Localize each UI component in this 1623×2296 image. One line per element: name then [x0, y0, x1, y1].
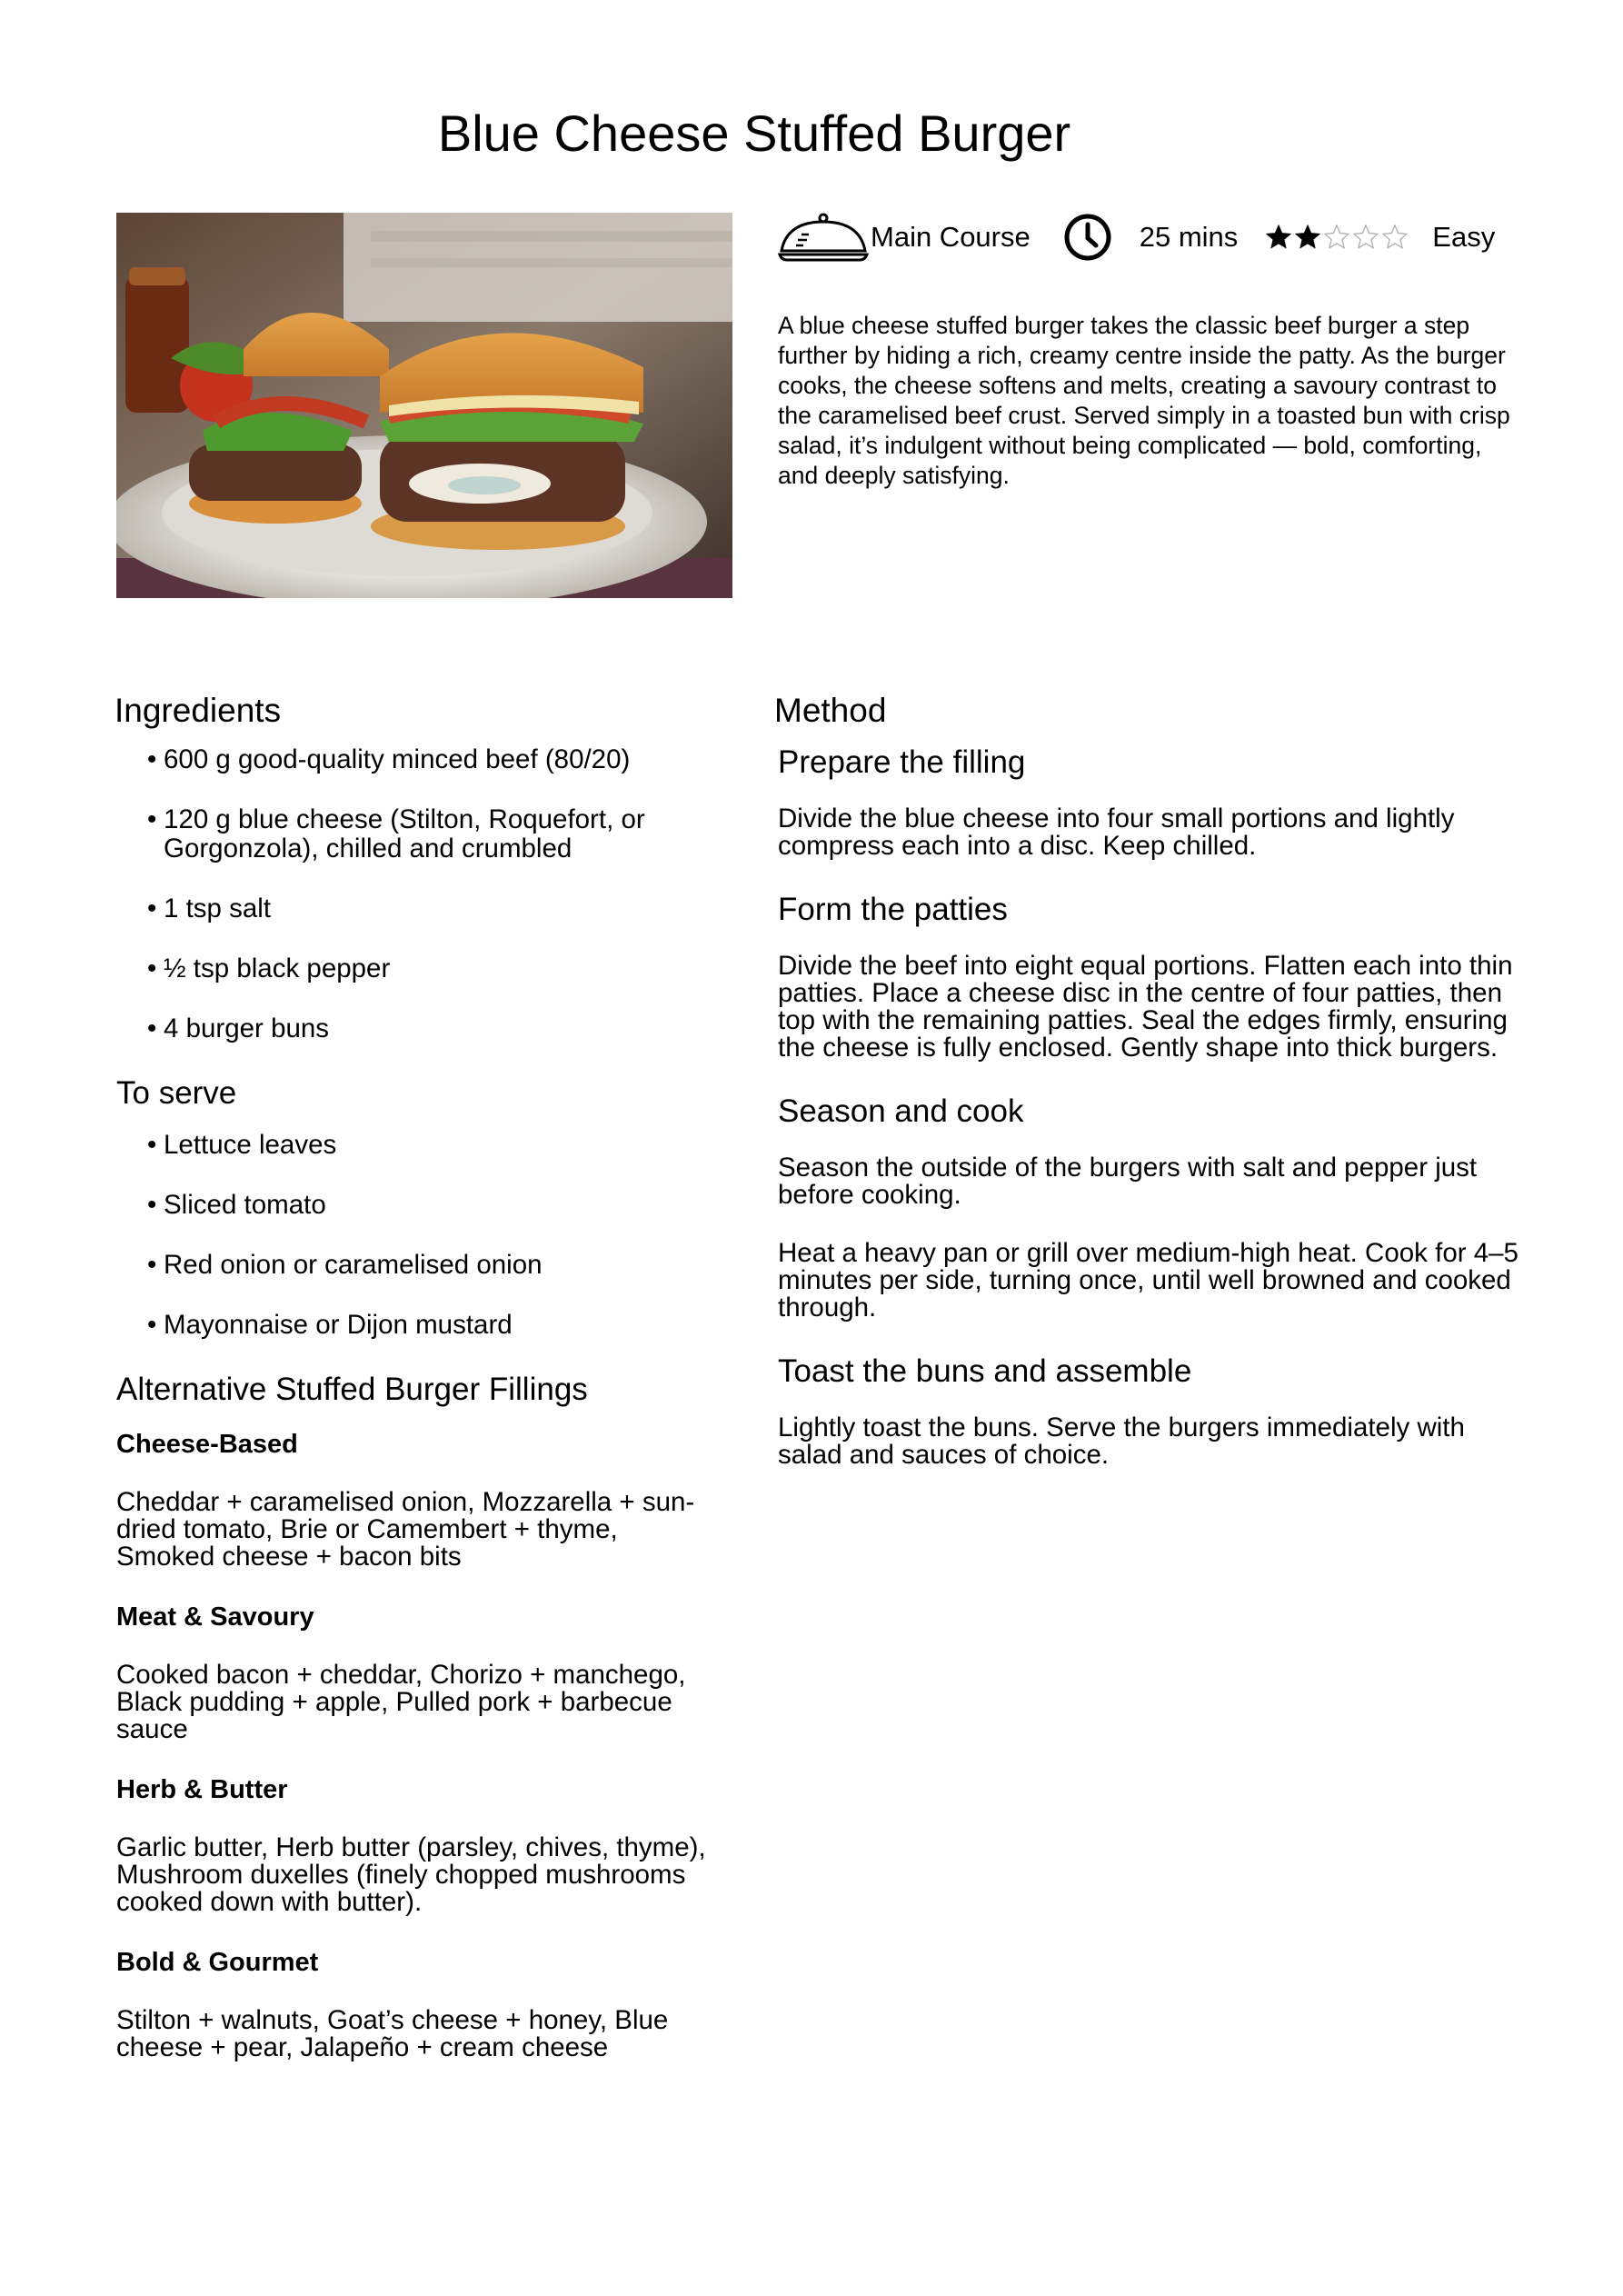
method-step-text: Heat a heavy pan or grill over medium-high heat. Cook for 4–5 minutes per side, turning once, until well browned and cooked through.	[778, 1238, 1518, 1323]
left-column	[115, 691, 742, 2092]
filling-group-title: Herb & Butter	[116, 1775, 288, 1804]
serve-item	[115, 1191, 742, 1220]
filling-group-title: Bold & Gourmet	[116, 1948, 319, 1977]
ingredient-item-text: 600 g good-quality minced beef (80/20)	[164, 744, 631, 774]
bullet-dot: •	[147, 1190, 157, 1220]
method-step-title: Prepare the filling	[778, 744, 1026, 780]
method-step-title: Toast the buns and assemble	[778, 1353, 1192, 1389]
ingredient-item-text: 4 burger buns	[164, 1013, 330, 1043]
star-empty-icon	[1323, 224, 1350, 251]
serve-item-text: Red onion or caramelised onion	[164, 1250, 543, 1280]
star-filled-icon	[1294, 224, 1321, 251]
method-step-text: Season the outside of the burgers with salt and pepper just before cooking.	[778, 1153, 1478, 1210]
recipe-photo	[116, 213, 732, 598]
filling-group-text: Cheddar + caramelised onion, Mozzarella + sun-dried tomato, Brie or Camembert + thyme, Smoked cheese + bacon bits	[116, 1487, 695, 1572]
time-label: 25 mins	[1139, 221, 1239, 253]
recipe-description: A blue cheese stuffed burger takes the classic beef burger a step further by hiding a rich, creamy centre inside the patty. As the burger cooks, the cheese softens and melts, creating a savoury contrast to the caramelised beef crust. Served simply in a toasted bun with crisp salad, it’s indulgent without being complicated — bold, comforting, and deeply satisfying.	[778, 312, 1510, 489]
serve-item	[115, 1251, 742, 1280]
method-step-title: Season and cook	[778, 1093, 1024, 1129]
method-step-title: Form the patties	[778, 892, 1008, 927]
bullet-dot: •	[147, 1310, 157, 1340]
filling-group-text: Stilton + walnuts, Goat’s cheese + honey, Blue cheese + pear, Jalapeño + cream cheese	[116, 2005, 669, 2062]
star-empty-icon	[1381, 224, 1409, 251]
bullet-dot: •	[147, 1130, 157, 1160]
recipe-meta	[778, 209, 1523, 265]
ingredient-item	[115, 805, 742, 863]
serve-item-text: Lettuce leaves	[164, 1130, 337, 1160]
serve-item-text: Mayonnaise or Dijon mustard	[164, 1310, 513, 1340]
ingredient-item	[115, 894, 742, 923]
serve-list	[115, 1131, 742, 1340]
ingredient-item	[115, 954, 742, 983]
bullet-dot: •	[147, 1013, 157, 1043]
ingredients-heading: Ingredients	[115, 692, 282, 729]
filling-group-text: Cooked bacon + cheddar, Chorizo + manchego, Black pudding + apple, Pulled pork + barbecue sauce	[116, 1660, 686, 1744]
serve-item-text: Sliced tomato	[164, 1190, 326, 1220]
rating-stars	[1265, 224, 1409, 251]
ingredient-item-text: 120 g blue cheese (Stilton, Roquefort, or Gorgonzola), chilled and crumbled	[164, 804, 645, 863]
ingredients-list	[115, 745, 742, 1043]
right-column	[774, 691, 1528, 1500]
ingredient-item	[115, 1014, 742, 1043]
serve-item	[115, 1131, 742, 1160]
filling-group-text: Garlic butter, Herb butter (parsley, chives, thyme), Mushroom duxelles (finely chopped mushrooms cooked down with butter).	[116, 1832, 706, 1917]
clock-icon	[1063, 213, 1112, 262]
method-heading: Method	[774, 692, 887, 729]
bullet-dot: •	[147, 744, 157, 774]
filling-group-title: Meat & Savoury	[116, 1602, 314, 1632]
star-filled-icon	[1265, 224, 1292, 251]
alternatives-heading: Alternative Stuffed Burger Fillings	[116, 1372, 588, 1407]
page-title: Blue Cheese Stuffed Burger	[437, 105, 1071, 162]
serve-item	[115, 1311, 742, 1340]
method-steps	[774, 744, 1528, 1469]
star-empty-icon	[1352, 224, 1379, 251]
bullet-dot: •	[147, 804, 157, 834]
difficulty-label: Easy	[1432, 221, 1496, 253]
filling-group-title: Cheese-Based	[116, 1430, 298, 1459]
method-step-text: Divide the beef into eight equal portions. Flatten each into thin patties. Place a cheese disc in the centre of four patties, then top with the remaining patties. Seal the edges firmly, ensuring the cheese is fully enclosed. Gently shape into thick burgers.	[778, 951, 1513, 1063]
ingredient-item	[115, 745, 742, 774]
bullet-dot: •	[147, 953, 157, 983]
method-step-text: Lightly toast the buns. Serve the burgers immediately with salad and sauces of choice.	[778, 1413, 1465, 1470]
bullet-dot: •	[147, 893, 157, 923]
alternatives-groups	[115, 1429, 742, 2061]
ingredient-item-text: 1 tsp salt	[164, 893, 272, 923]
course-label: Main Course	[871, 221, 1031, 253]
method-step-text: Divide the blue cheese into four small portions and lightly compress each into a disc. Keep chilled.	[778, 804, 1455, 861]
serve-heading: To serve	[116, 1075, 237, 1111]
bullet-dot: •	[147, 1250, 157, 1280]
ingredient-item-text: ½ tsp black pepper	[164, 953, 391, 983]
cloche-icon	[778, 211, 869, 264]
